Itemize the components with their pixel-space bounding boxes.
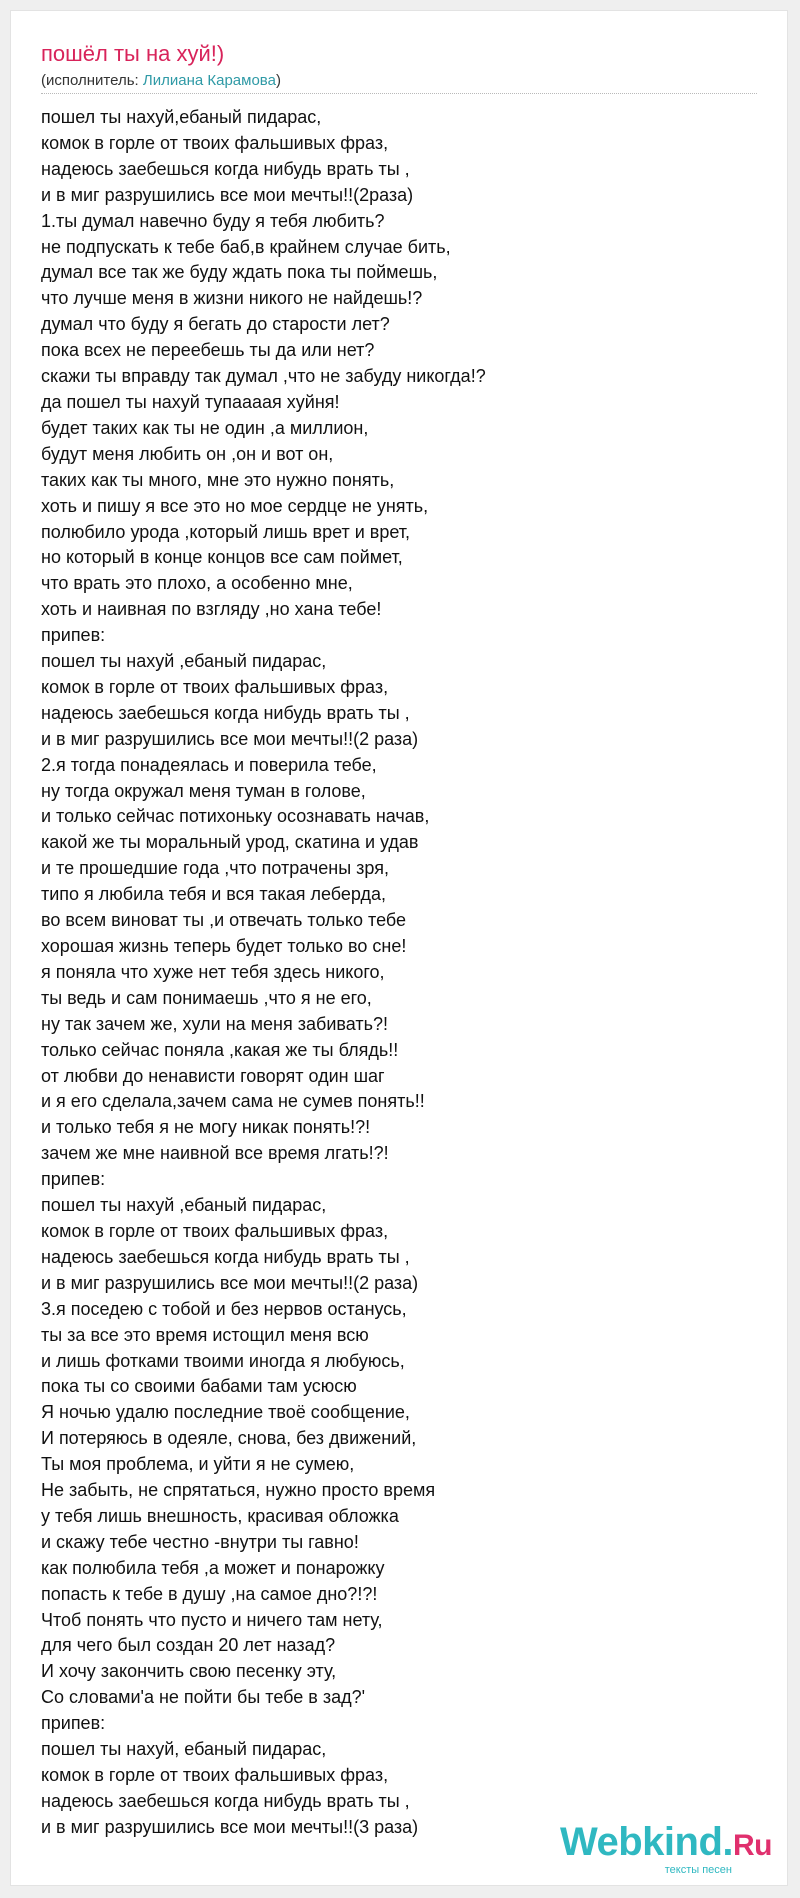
lyric-line: надеюсь заебешься когда нибудь врать ты , (41, 158, 410, 179)
lyric-line: думал что буду я бегать до старости лет? (41, 314, 390, 335)
lyric-line: будет таких как ты не один ,а миллион, (41, 417, 369, 438)
lyric-line: скажи ты вправду так думал ,что не забуду никогда!? (41, 366, 486, 387)
song-title: пошёл ты на хуй!) (41, 41, 225, 66)
lyric-line: 2.я тогда понадеялась и поверила тебе, (41, 754, 377, 775)
lyric-line: попасть к тебе в душу ,на самое дно?!?! (41, 1583, 378, 1604)
lyric-line: типо я любила тебя и вся такая леберда, (41, 884, 386, 905)
lyric-line: припев: (41, 1713, 106, 1734)
webkind-logo[interactable] (560, 1822, 772, 1876)
lyric-line: Ты моя проблема, и уйти я не сумею, (41, 1454, 355, 1475)
lyric-line: пошел ты нахуй ,ебаный пидарас, (41, 1195, 327, 1216)
lyric-line: я поняла что хуже нет тебя здесь никого, (41, 961, 385, 982)
lyric-line: что врать это плохо, а особенно мне, (41, 573, 353, 594)
lyric-line: припев: (41, 625, 106, 646)
lyric-line: не подпускать к тебе баб,в крайнем случае бить, (41, 236, 451, 257)
lyric-line: пока ты со своими бабами там усюсю (41, 1376, 357, 1397)
lyric-line: и я его сделала,зачем сама не сумев понять!! (41, 1091, 425, 1112)
lyric-line: и лишь фотками твоими иногда я любуюсь, (41, 1350, 405, 1371)
performer-prefix: (исполнитель: (41, 72, 143, 89)
performer-line (41, 71, 281, 91)
lyrics-block (41, 105, 761, 1841)
logo-name-tld: Ru (733, 1829, 772, 1862)
lyric-line: для чего был создан 20 лет назад? (41, 1635, 336, 1656)
logo-wordmark (560, 1822, 772, 1866)
lyric-line: ну так зачем же, хули на меня забивать?! (41, 1013, 388, 1034)
lyric-line: и скажу тебе честно -внутри ты гавно! (41, 1531, 359, 1552)
lyric-line: И потеряюсь в одеяле, снова, без движений, (41, 1428, 417, 1449)
lyric-line: Со словами'а не пойти бы тебе в зад?' (41, 1687, 366, 1708)
lyric-line: хорошая жизнь теперь будет только во сне! (41, 936, 407, 956)
lyric-line: что лучше меня в жизни никого не найдешь!? (41, 288, 423, 309)
lyric-line: хоть и пишу я все это но мое сердце не унять, (41, 495, 429, 516)
lyric-line: ну тогда окружал меня туман в голове, (41, 780, 366, 801)
lyric-line: ты ведь и сам понимаешь ,что я не его, (41, 987, 372, 1008)
lyric-line: от любви до ненависти говорят один шаг (41, 1065, 385, 1086)
logo-tagline: тексты песен (664, 1864, 732, 1876)
lyric-line: но который в конце концов все сам поймет, (41, 547, 403, 568)
lyric-line: какой же ты моральный урод, скатина и удав (41, 832, 419, 853)
lyric-line: и те прошедшие года ,что потрачены зря, (41, 858, 389, 879)
lyric-line: И хочу закончить свою песенку эту, (41, 1661, 337, 1682)
lyric-line: надеюсь заебешься когда нибудь врать ты , (41, 1246, 410, 1267)
lyric-line: у тебя лишь внешность, красивая обложка (41, 1505, 399, 1526)
lyric-line: зачем же мне наивной все время лгать!?! (41, 1143, 389, 1164)
lyric-line: и в миг разрушились все мои мечты!!(2 раза) (41, 1272, 419, 1293)
lyric-line: и только тебя я не могу никак понять!?! (41, 1117, 371, 1138)
lyric-line: Не забыть, не спрятаться, нужно просто время (41, 1480, 436, 1501)
header-divider (41, 93, 757, 94)
lyric-line: во всем виноват ты ,и отвечать только тебе (41, 910, 406, 931)
lyric-line: комок в горле от твоих фальшивых фраз, (41, 1765, 389, 1785)
lyric-line: надеюсь заебешься когда нибудь врать ты , (41, 1790, 410, 1811)
lyric-line: и в миг разрушились все мои мечты!!(2раза) (41, 184, 414, 205)
lyric-line: таких как ты много, мне это нужно понять, (41, 469, 395, 490)
lyric-line: Я ночью удалю последние твоё сообщение, (41, 1402, 410, 1423)
logo-name-main: Webkind (559, 1820, 723, 1864)
lyric-line: пошел ты нахуй ,ебаный пидарас, (41, 651, 327, 672)
lyric-line: только сейчас поняла ,какая же ты блядь!! (41, 1039, 399, 1060)
lyric-line: Чтоб понять что пусто и ничего там нету, (41, 1609, 383, 1630)
lyric-line: припев: (41, 1169, 106, 1190)
lyric-line: хоть и наивная по взгляду ,но хана тебе! (41, 599, 382, 620)
lyric-line: пока всех не переебешь ты да или нет? (41, 340, 375, 361)
logo-name-dot: . (722, 1820, 733, 1864)
lyric-line: комок в горле от твоих фальшивых фраз, (41, 1220, 389, 1241)
performer-link[interactable]: Лилиана Карамова (142, 72, 276, 89)
lyric-line: пошел ты нахуй,ебаный пидарас, (41, 107, 322, 127)
lyric-line: комок в горле от твоих фальшивых фраз, (41, 676, 389, 697)
lyric-line: пошел ты нахуй, ебаный пидарас, (41, 1739, 327, 1760)
lyric-line: комок в горле от твоих фальшивых фраз, (41, 132, 389, 153)
lyric-line: и в миг разрушились все мои мечты!!(2 раза) (41, 728, 419, 749)
lyric-line: и в миг разрушились все мои мечты!!(3 раза) (41, 1816, 419, 1837)
performer-suffix: ) (275, 72, 281, 89)
lyric-line: 1.ты думал навечно буду я тебя любить? (41, 210, 385, 231)
lyric-line: 3.я поседею с тобой и без нервов останусь, (41, 1298, 407, 1319)
lyric-line: надеюсь заебешься когда нибудь врать ты , (41, 702, 410, 723)
lyric-line: как полюбила тебя ,а может и понарожку (41, 1557, 385, 1578)
lyric-line: будут меня любить он ,он и вот он, (41, 443, 334, 464)
lyric-line: и только сейчас потихоньку осознавать начав, (41, 806, 430, 827)
lyric-line: думал все так же буду ждать пока ты поймешь, (41, 262, 438, 283)
lyric-line: да пошел ты нахуй тупаааая хуйня! (41, 391, 340, 412)
lyric-line: полюбило урода ,который лишь врет и врет, (41, 521, 411, 542)
lyric-line: ты за все это время истощил меня всю (41, 1324, 369, 1345)
